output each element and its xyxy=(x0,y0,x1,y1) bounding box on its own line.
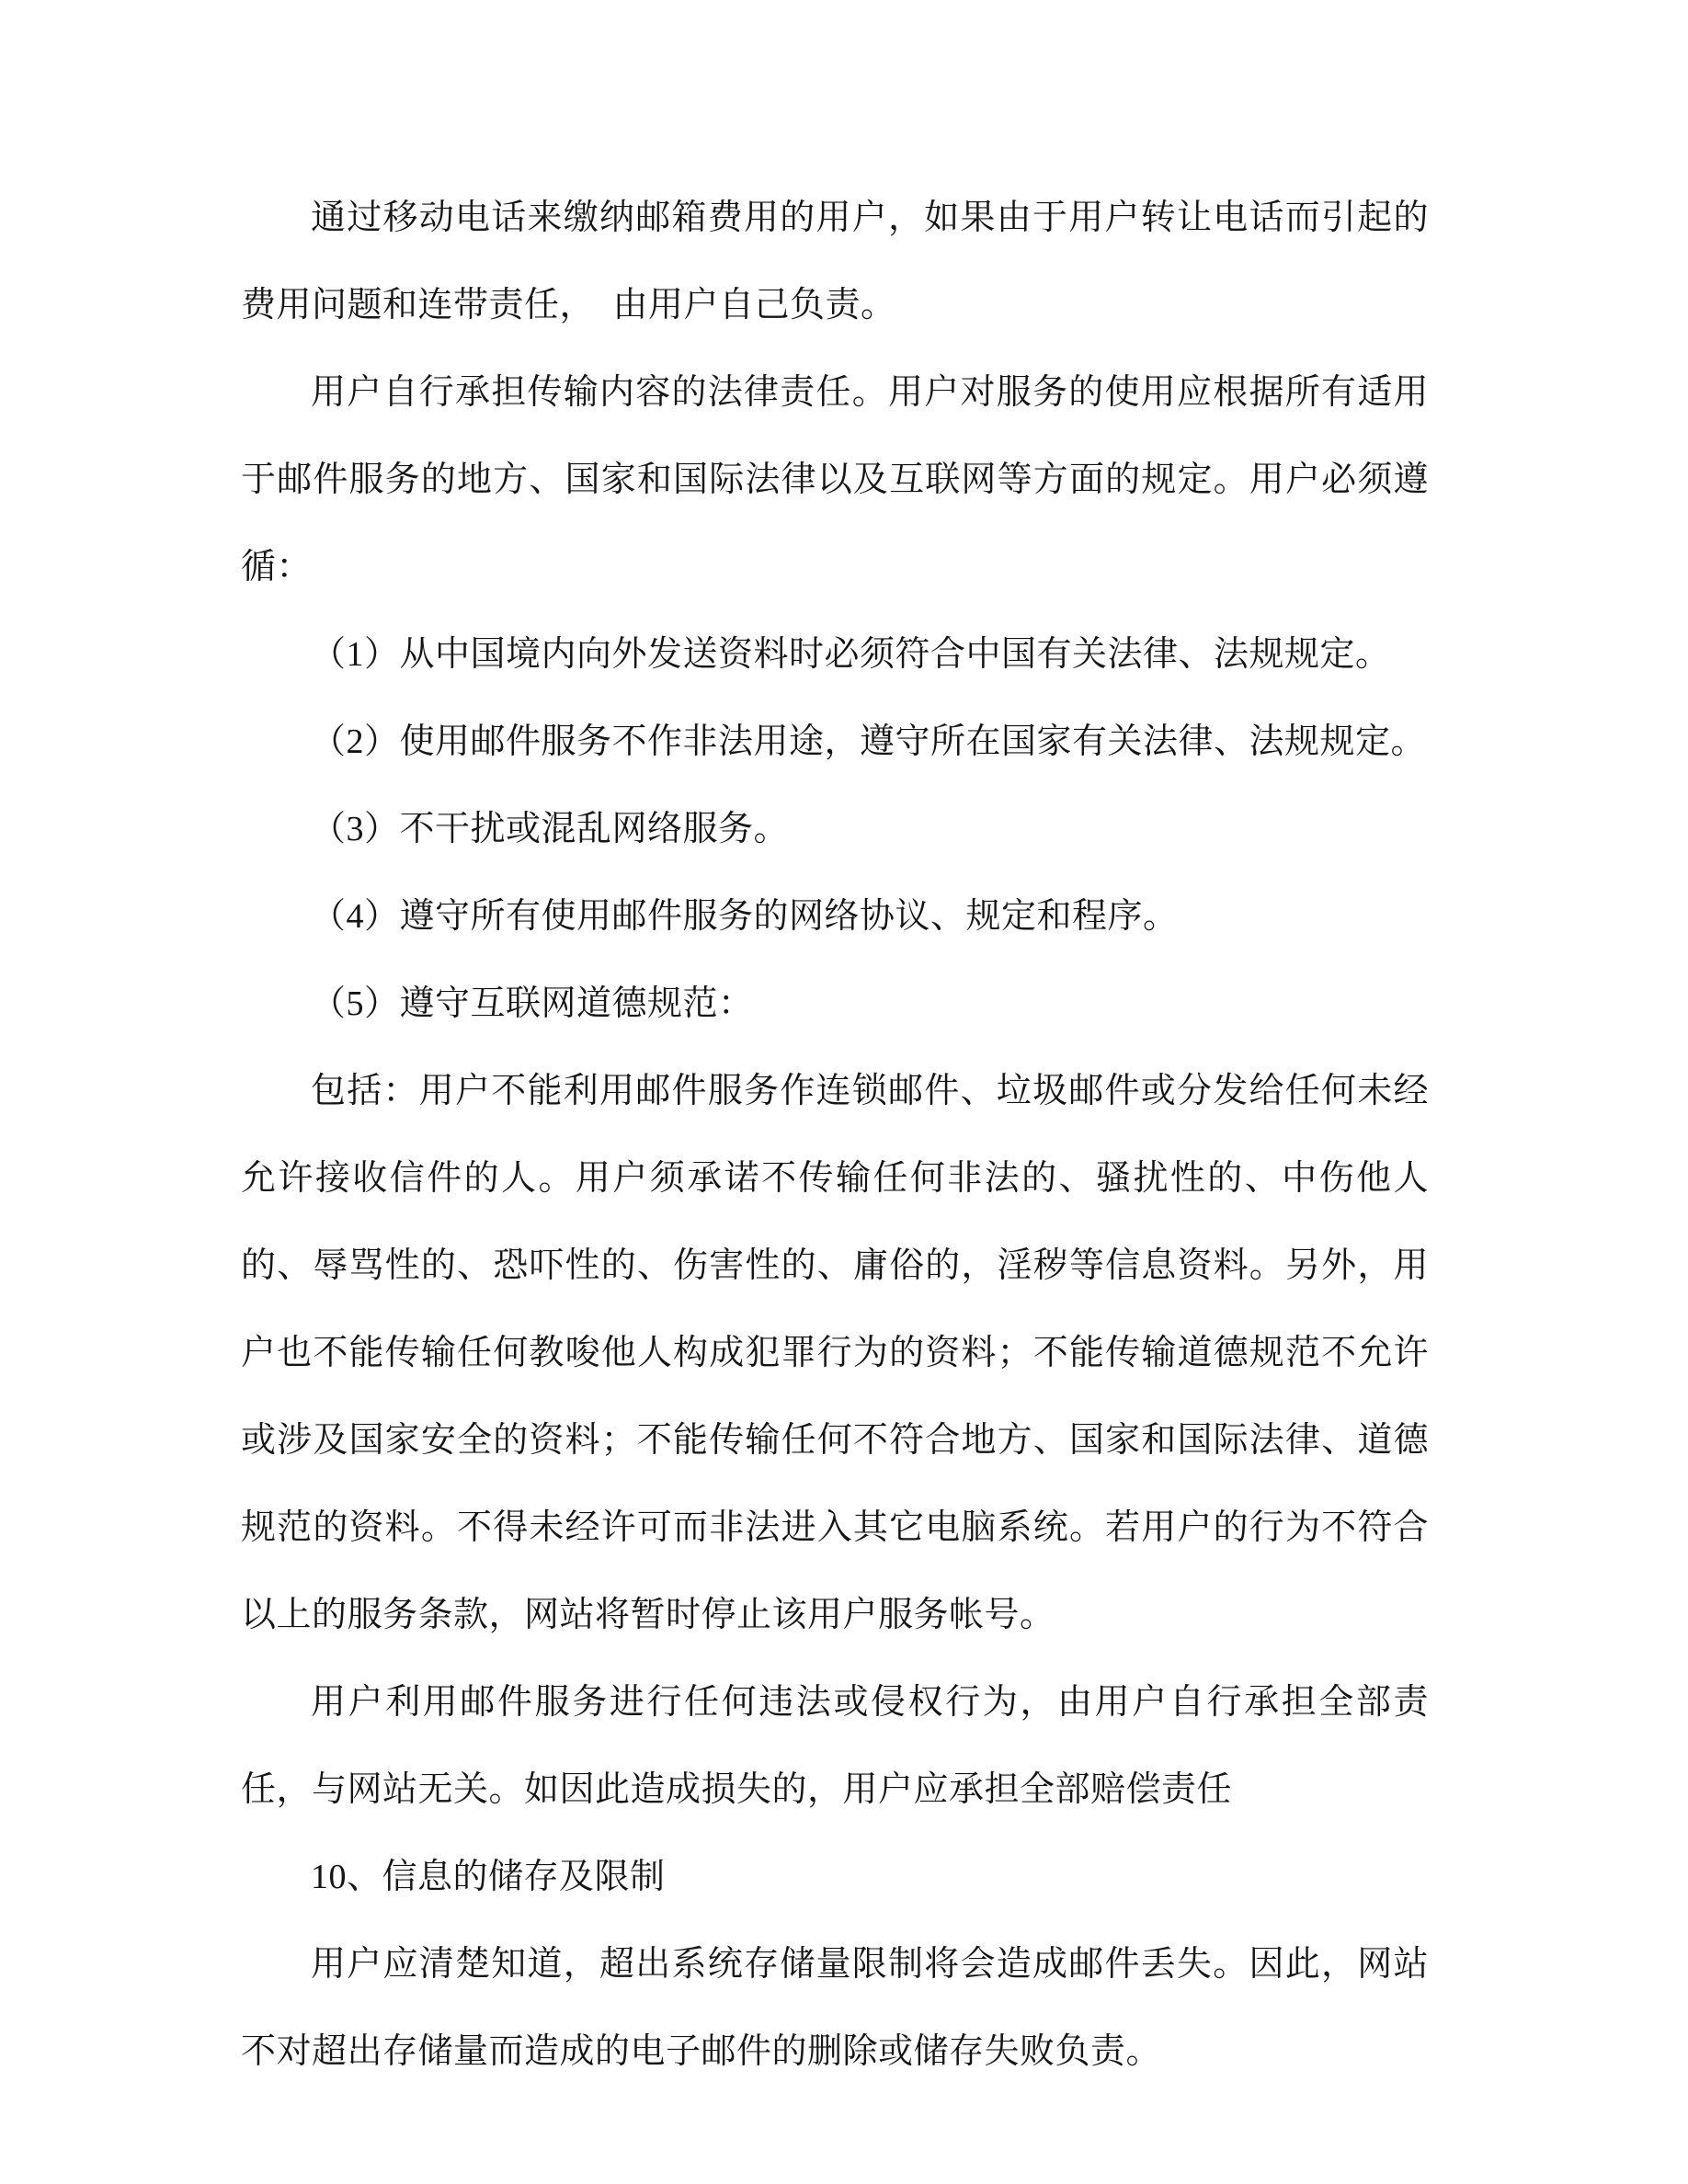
list-item-4: （4）遵守所有使用邮件服务的网络协议、规定和程序。 xyxy=(311,897,1179,936)
list-item-1: （1）从中国境内向外发送资料时必须符合中国有关法律、法规规定。 xyxy=(311,635,1391,674)
paragraph-storage-limit: 用户应清楚知道，超出系统存储量限制将会造成邮件丢失。因此，网站不对超出存储量而造成的电子邮件的删除或储存失败负责。 xyxy=(241,1945,1429,2071)
paragraph-legal-responsibility: 用户自行承担传输内容的法律责任。用户对服务的使用应根据所有适用于邮件服务的地方、国家和国际法律以及互联网等方面的规定。用户必须遵循： xyxy=(241,373,1429,586)
paragraph-liability: 用户利用邮件服务进行任何违法或侵权行为，由用户自行承担全部责任，与网站无关。如因此造成损失的，用户应承担全部赔偿责任 xyxy=(241,1683,1429,1809)
section-heading-storage: 10、信息的储存及限制 xyxy=(311,1858,666,1896)
paragraph-morality-rules: 包括：用户不能利用邮件服务作连锁邮件、垃圾邮件或分发给任何未经允许接收信件的人。用户须承诺不传输任何非法的、骚扰性的、中伤他人的、辱骂性的、恐吓性的、伤害性的、庸俗的，淫秽等信息资料。另外，用户也不能传输任何教唆他人构成犯罪行为的资料；不能传输道德规范不允许或涉及国家安全的资料；不能传输任何不符合地方、国家和国际法律、道德规范的资料。不得未经许可而非法进入其它电脑系统。若用户的行为不符合以上的服务条款，网站将暂时停止该用户服务帐号。 xyxy=(241,1072,1429,1634)
list-item-3: （3）不干扰或混乱网络服务。 xyxy=(311,810,790,848)
list-item-5: （5）遵守互联网道德规范： xyxy=(311,984,754,1023)
paragraph-mobile-payment: 通过移动电话来缴纳邮箱费用的用户，如果由于用户转让电话而引起的费用问题和连带责任， 由用户自己负责。 xyxy=(241,199,1429,324)
list-item-2: （2）使用邮件服务不作非法用途，遵守所在国家有关法律、法规规定。 xyxy=(311,722,1427,761)
